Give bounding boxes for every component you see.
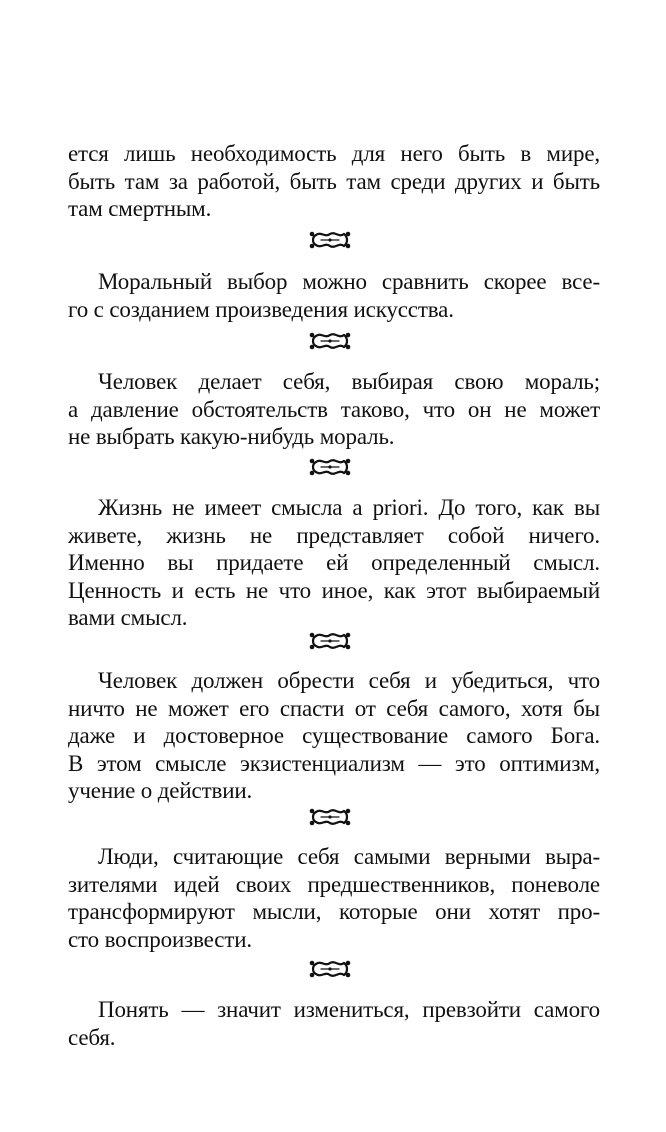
text-line: себя. (68, 1024, 116, 1050)
paragraph-5 (68, 667, 600, 805)
fleuron-icon (308, 630, 352, 652)
fleuron-icon (308, 229, 352, 251)
text-line: го с созданием произведения искусства. (68, 296, 454, 322)
paragraph-3 (68, 368, 600, 451)
text-line: ничто не может его спасти от себя самого, хотя бы (68, 695, 600, 721)
text-line: ется лишь необходимость для него быть в мире, (68, 141, 600, 166)
paragraph-2 (68, 268, 600, 323)
text-line: Ценность и есть не что иное, как этот выбираемый (68, 577, 600, 603)
text-line: В этом смысле экзистенциализм — это оптимизм, (68, 750, 600, 776)
text-line: быть там за работой, быть там среди других и быть (68, 168, 600, 194)
fleuron-icon (308, 330, 352, 352)
text-line: Люди, считающие себя самыми верными выра- (98, 844, 600, 869)
text-line: Именно вы придаете ей определенный смысл. (68, 550, 600, 575)
text-line: а давление обстоятельств таково, что он не может (68, 396, 600, 422)
paragraph-6 (68, 843, 600, 953)
text-line: зителями идей своих предшественников, поневоле (68, 871, 600, 897)
text-line: даже и достоверное существование самого Бога. (68, 723, 600, 748)
text-line: Человек должен обрести себя и убедиться, что (98, 668, 600, 693)
paragraph-1 (68, 140, 600, 223)
fleuron-icon (308, 958, 352, 980)
text-line: Жизнь не имеет смысла a priori. До того, как вы (98, 495, 600, 520)
text-line: Понять — значит измениться, превзойти самого (98, 997, 600, 1022)
text-line: живете, жизнь не представляет собой ничего. (68, 522, 600, 548)
fleuron-icon (308, 806, 352, 828)
text-line: Человек делает себя, выбирая свою мораль; (98, 369, 600, 394)
text-line: вами смысл. (68, 605, 188, 630)
text-line: учение о действии. (68, 778, 253, 803)
paragraph-4 (68, 494, 600, 632)
fleuron-icon (308, 456, 352, 478)
text-line: трансформируют мысли, которые они хотят про- (68, 899, 600, 924)
paragraph-7 (68, 996, 600, 1051)
text-line: сто воспроизвести. (68, 926, 253, 952)
text-line: там смертным. (68, 196, 212, 221)
text-line: не выбрать какую-нибудь мораль. (68, 424, 395, 449)
text-line: Моральный выбор можно сравнить скорее все- (98, 269, 600, 294)
